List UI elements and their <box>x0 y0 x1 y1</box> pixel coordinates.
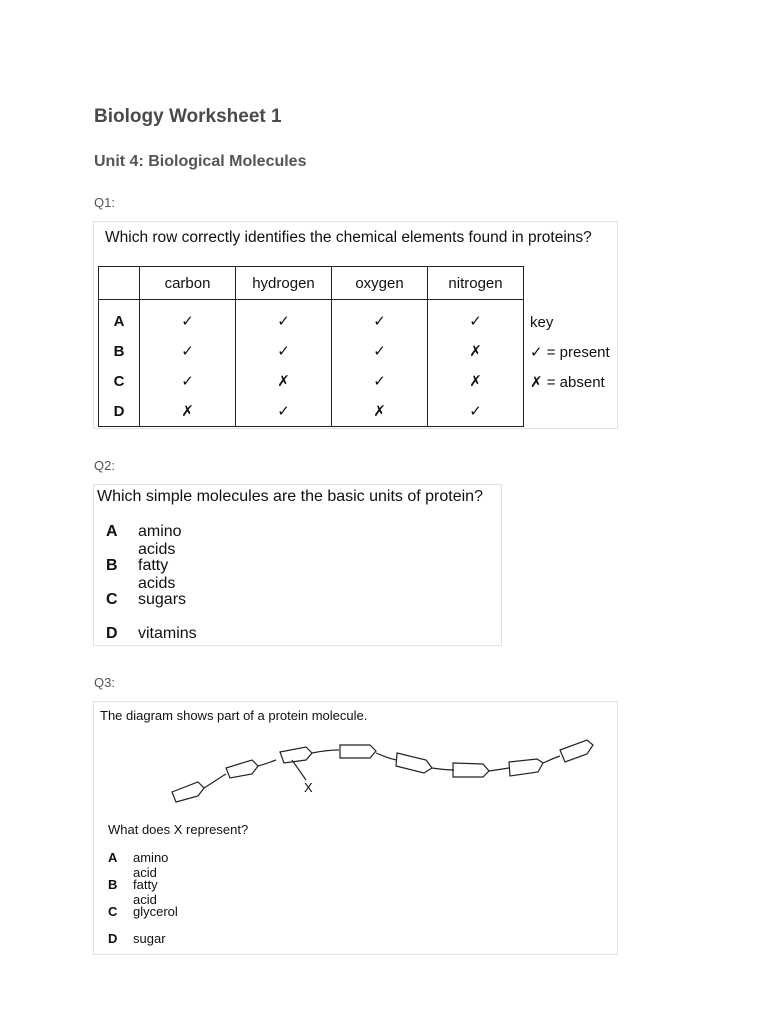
q3-question-text: What does X represent? <box>108 822 249 837</box>
amino-acid-unit <box>280 747 312 763</box>
key-absent: ✗ = absent <box>530 374 605 391</box>
q2-question-image <box>93 484 502 646</box>
q1-question-image <box>93 221 618 429</box>
option-text: vitamins <box>138 625 197 642</box>
worksheet-title: Biology Worksheet 1 <box>94 106 282 127</box>
x-label: X <box>304 780 313 795</box>
table-cell: ✓ <box>236 396 332 427</box>
table-cell: ✗ <box>332 396 428 427</box>
table-cell: ✓ <box>428 396 524 427</box>
amino-acid-unit <box>560 740 593 762</box>
table-key <box>530 308 610 398</box>
table-header-corner <box>99 267 140 300</box>
option-letter: B <box>108 877 118 892</box>
option-letter: B <box>106 557 118 574</box>
option-text: sugars <box>138 591 187 608</box>
table-row <box>99 366 524 396</box>
table-row <box>99 336 524 366</box>
table-cell: ✓ <box>236 336 332 366</box>
x-label-line <box>292 760 306 780</box>
amino-acid-unit <box>340 745 376 758</box>
q2-question-text: Which simple molecules are the basic units of protein? <box>97 488 483 505</box>
table-header-hydrogen: hydrogen <box>236 267 332 300</box>
table-cell: ✓ <box>140 336 236 366</box>
option-letter: A <box>106 523 118 540</box>
q3-question-image <box>93 701 618 955</box>
table-cell: ✗ <box>236 366 332 396</box>
q1-label: Q1: <box>94 195 115 210</box>
option-letter: A <box>108 850 118 865</box>
option-text: amino acids <box>138 523 182 558</box>
table-cell: ✗ <box>428 336 524 366</box>
amino-acid-unit <box>226 760 258 778</box>
table-cell: ✓ <box>236 300 332 337</box>
option-text: glycerol <box>133 904 178 919</box>
q1-question-text: Which row correctly identifies the chemical elements found in proteins? <box>105 229 592 246</box>
option-text: fatty acids <box>138 557 176 592</box>
chain-backbone <box>204 750 560 788</box>
key-title: key <box>530 314 554 331</box>
row-letter: A <box>99 300 140 337</box>
q3-intro-text: The diagram shows part of a protein molecule. <box>100 708 368 723</box>
amino-acid-unit <box>453 763 489 777</box>
table-cell: ✓ <box>140 300 236 337</box>
table-row <box>99 300 524 337</box>
q3-label: Q3: <box>94 675 115 690</box>
option-letter: D <box>108 931 118 946</box>
amino-acid-unit <box>172 782 204 802</box>
table-cell: ✓ <box>332 336 428 366</box>
q2-label: Q2: <box>94 458 115 473</box>
table-cell: ✗ <box>140 396 236 427</box>
table-cell: ✗ <box>428 366 524 396</box>
table-header-row <box>99 267 524 300</box>
option-letter: C <box>106 591 118 608</box>
table-row <box>99 396 524 427</box>
option-letter: C <box>108 904 118 919</box>
table-cell: ✓ <box>140 366 236 396</box>
table-cell: ✓ <box>428 300 524 337</box>
table-cell: ✓ <box>332 300 428 337</box>
amino-acid-unit <box>396 753 432 773</box>
row-letter: B <box>99 336 140 366</box>
option-text: amino acid <box>133 850 169 880</box>
option-text: fatty acid <box>133 877 158 907</box>
table-header-nitrogen: nitrogen <box>428 267 524 300</box>
unit-subtitle: Unit 4: Biological Molecules <box>94 153 307 170</box>
row-letter: C <box>99 366 140 396</box>
amino-acid-unit <box>509 759 543 776</box>
key-present: ✓ = present <box>530 344 610 361</box>
row-letter: D <box>99 396 140 427</box>
table-cell: ✓ <box>332 366 428 396</box>
table-header-oxygen: oxygen <box>332 267 428 300</box>
elements-table <box>98 266 524 427</box>
option-letter: D <box>106 625 118 642</box>
table-header-carbon: carbon <box>140 267 236 300</box>
option-text: sugar <box>133 931 166 946</box>
protein-chain-diagram <box>94 702 617 817</box>
